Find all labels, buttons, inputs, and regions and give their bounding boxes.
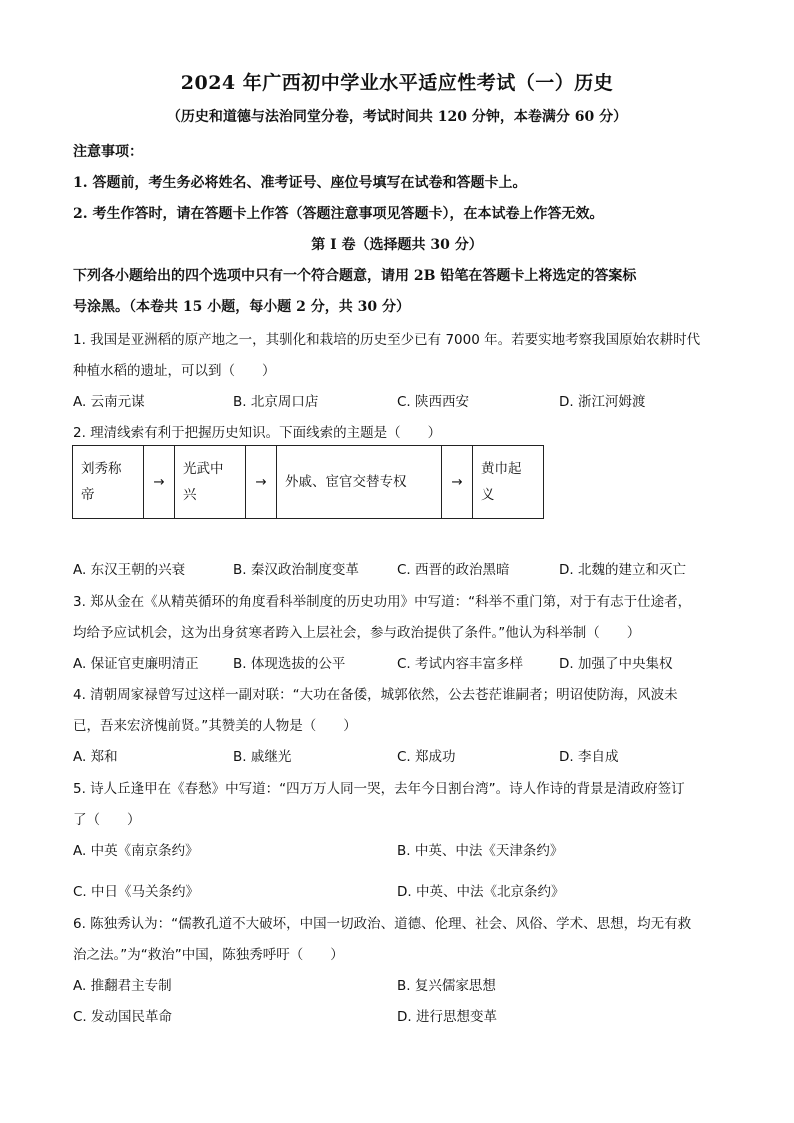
question-6-line-2: 治之法。”为“救治”中国，陈独秀呼吁（ ） [73,947,344,963]
question-3-line-1: 3. 郑从金在《从精英循环的角度看科举制度的历史功用》中写道：“科举不重门第，对于有志于仕途者， [73,594,692,610]
q1-option-d: D. 浙江河姆渡 [559,394,646,410]
question-4-line-2: 已，吾来宏济愧前贤。”其赞美的人物是（ ） [73,718,357,734]
q5-option-c: C. 中日《马关条约》 [73,884,200,900]
question-4-line-1: 4. 清朝周家禄曾写过这样一副对联：“大功在备倭，城郭依然，公去苍茫谁嗣者；明诏使防海，风波未 [73,687,678,703]
instructions-line-1: 下列各小题给出的四个选项中只有一个符合题意，请用 2B 铅笔在答题卡上将选定的答案标 [73,268,637,284]
flow-arrow-3: → [442,446,473,519]
q1-option-c: C. 陕西西安 [397,394,470,410]
timeline-flow-table [72,445,544,519]
q4-option-c: C. 郑成功 [397,749,456,765]
question-1-line-1: 1. 我国是亚洲稻的原产地之一，其驯化和栽培的历史至少已有 7000 年。若要实地考察我国原始农耕时代 [73,332,701,348]
q3-option-b: B. 体现选拔的公平 [233,656,346,672]
flow-cell-3: 外戚、宦官交替专权 [277,446,442,519]
q2-option-b: B. 秦汉政治制度变革 [233,562,359,578]
q5-option-a: A. 中英《南京条约》 [73,843,199,859]
q5-option-d: D. 中英、中法《北京条约》 [397,884,565,900]
q1-option-a: A. 云南元谋 [73,394,145,410]
question-2-line-1: 2. 理清线索有利于把握历史知识。下面线索的主题是（ ） [73,425,442,441]
flow-cell-4: 黄巾起 义 [473,446,544,519]
question-1-line-2: 种植水稻的遗址，可以到（ ） [73,363,276,379]
q2-option-c: C. 西晋的政治黑暗 [397,562,510,578]
section-title: 第 I 卷（选择题共 30 分） [311,237,483,253]
q3-option-d: D. 加强了中央集权 [559,656,673,672]
q3-option-c: C. 考试内容丰富多样 [397,656,524,672]
exam-title: 2024 年广西初中学业水平适应性考试（一）历史 [180,72,614,94]
question-3-line-2: 均给予应试机会，这为出身贫寒者跨入上层社会，参与政治提供了条件。”他认为科举制（ ） [73,625,641,641]
q4-option-b: B. 戚继光 [233,749,292,765]
q4-option-a: A. 郑和 [73,749,118,765]
notice-item-2: 2. 考生作答时，请在答题卡上作答（答题注意事项见答题卡），在本试卷上作答无效。 [73,206,604,222]
question-5-line-2: 了（ ） [73,812,141,828]
exam-subtitle: （历史和道德与法治同堂分卷，考试时间共 120 分钟，本卷满分 60 分） [166,109,628,125]
flow-cell-1: 刘秀称 帝 [73,446,144,519]
question-5-line-1: 5. 诗人丘逢甲在《春愁》中写道：“四万万人同一哭，去年今日割台湾”。诗人作诗的背景是清政府签订 [73,781,685,797]
q6-option-a: A. 推翻君主专制 [73,978,172,994]
q2-option-a: A. 东汉王朝的兴衰 [73,562,186,578]
instructions-line-2: 号涂黑。（本卷共 15 小题，每小题 2 分，共 30 分） [73,299,410,315]
flow-arrow-2: → [246,446,277,519]
q5-option-b: B. 中英、中法《天津条约》 [397,843,564,859]
q6-option-c: C. 发动国民革命 [73,1009,173,1025]
q3-option-a: A. 保证官吏廉明清正 [73,656,199,672]
notice-item-1: 1. 答题前，考生务必将姓名、准考证号、座位号填写在试卷和答题卡上。 [73,175,527,191]
flow-cell-2: 光武中 兴 [175,446,246,519]
flow-arrow-1: → [144,446,175,519]
q6-option-b: B. 复兴儒家思想 [397,978,496,994]
q4-option-d: D. 李自成 [559,749,619,765]
notice-heading: 注意事项： [73,144,143,160]
question-6-line-1: 6. 陈独秀认为：“儒教孔道不大破坏，中国一切政治、道德、伦理、社会、风俗、学术、思想，均无有救 [73,916,692,932]
q6-option-d: D. 进行思想变革 [397,1009,497,1025]
q1-option-b: B. 北京周口店 [233,394,319,410]
q2-option-d: D. 北魏的建立和灭亡 [559,562,686,578]
